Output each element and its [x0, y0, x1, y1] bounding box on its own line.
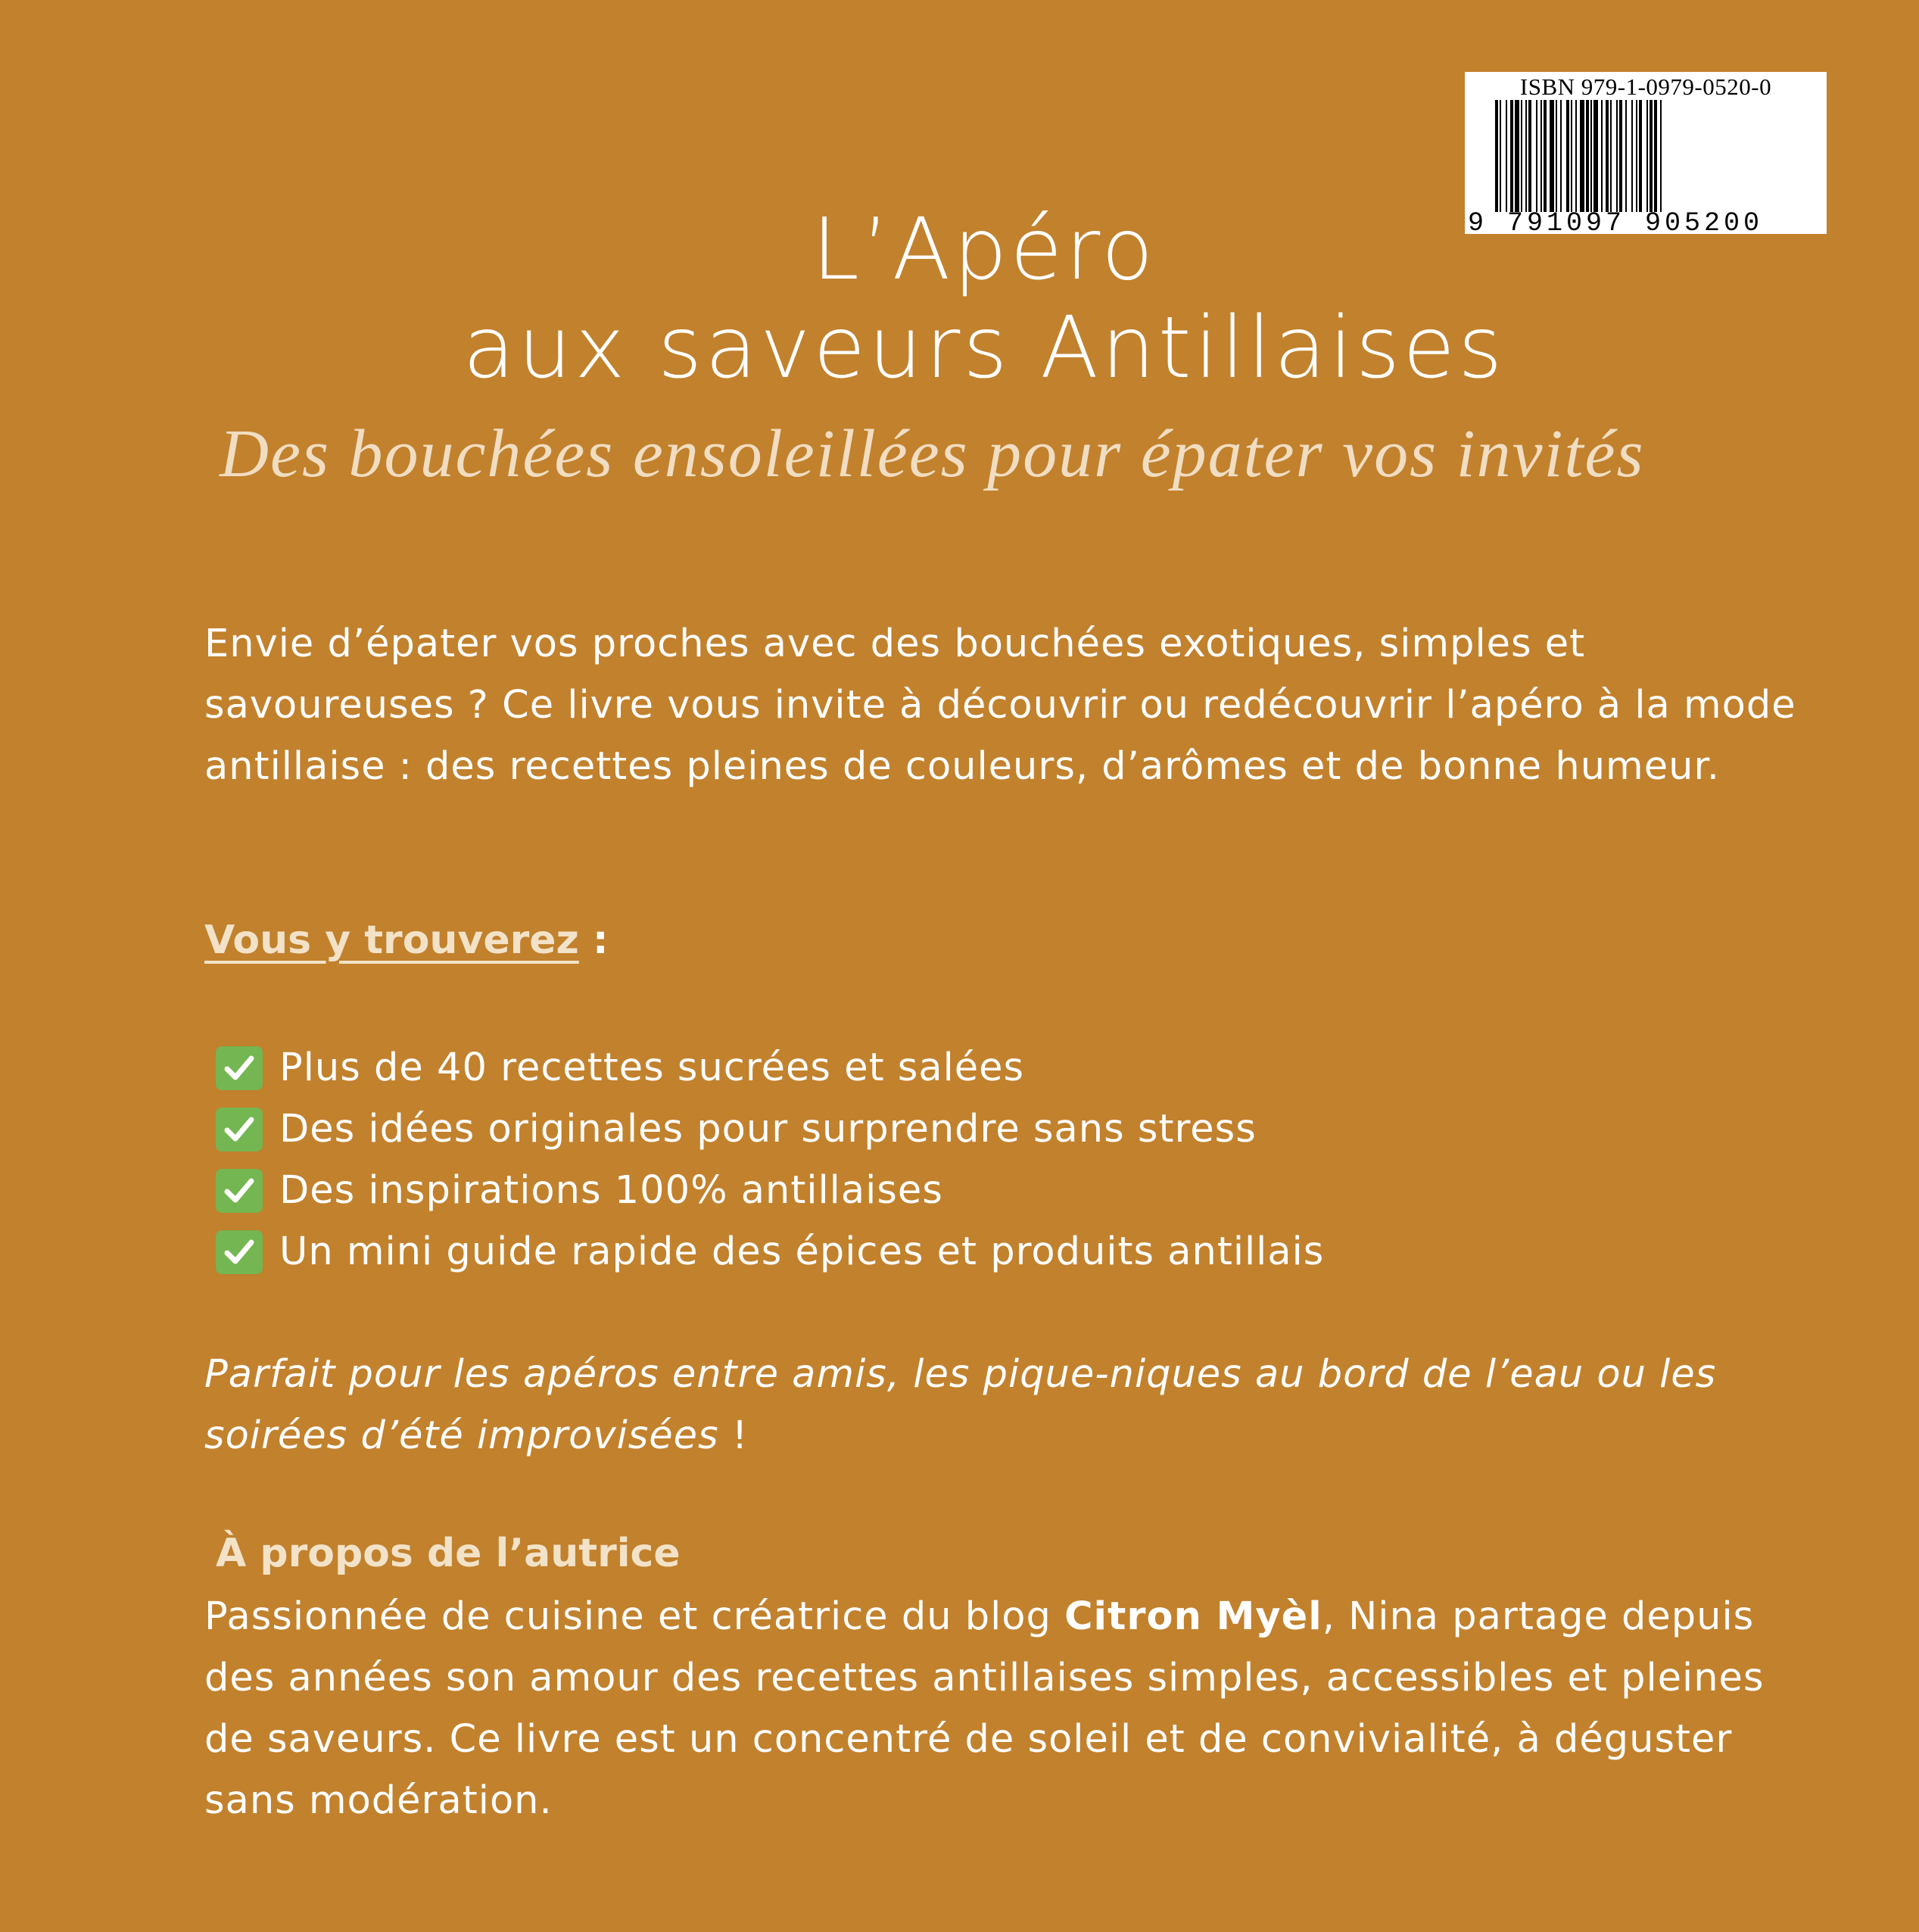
checkmark-icon [216, 1046, 263, 1090]
tagline-paragraph [204, 1344, 1802, 1466]
features-heading-text: Vous y trouverez [204, 918, 579, 963]
checkmark-icon [216, 1169, 263, 1213]
tagline-text: Parfait pour les apéros entre amis, les pique-niques au bord de l’eau ou les soirées d’été improvisées [204, 1352, 1717, 1458]
barcode-bars [1495, 100, 1804, 212]
checkmark-icon [216, 1108, 263, 1151]
list-item [216, 1037, 1324, 1098]
list-item-text: Des idées originales pour surprendre sans stress [279, 1107, 1257, 1151]
about-paragraph [204, 1586, 1802, 1831]
features-heading [204, 918, 609, 963]
book-title-line1: L’Apéro [812, 201, 1157, 299]
barcode-digits: 9 791097 905200 [1468, 208, 1764, 238]
list-item-text: Plus de 40 recettes sucrées et salées [279, 1045, 1025, 1090]
intro-paragraph: Envie d’épater vos proches avec des bouchées exotiques, simples et savoureuses ? Ce livre vous invite à découvrir ou redécouvrir l’apéro à la mode antillaise : des recettes pleines de couleurs, d’arômes et de bonne humeur. [204, 622, 1796, 789]
about-text-start: Passionnée de cuisine et créatrice du blog [204, 1594, 1065, 1639]
isbn-label: ISBN 979-1-0979-0520-0 [1519, 73, 1772, 100]
tagline-suffix: ! [718, 1413, 749, 1458]
about-text-end: , Nina partage depuis des années son amour des recettes antillaises simples, accessibles et pleines de saveurs. Ce livre est un concentré de soleil et de convivialité, à déguster sans modération. [204, 1594, 1765, 1823]
list-item [216, 1221, 1324, 1282]
about-heading: À propos de l’autrice [216, 1531, 681, 1576]
features-heading-colon: : [578, 918, 609, 963]
features-list [216, 1037, 1324, 1282]
list-item [216, 1098, 1324, 1160]
list-item-text: Un mini guide rapide des épices et produits antillais [279, 1229, 1325, 1274]
blog-name: Citron Myèl [1064, 1594, 1322, 1639]
list-item [216, 1160, 1324, 1221]
list-item-text: Des inspirations 100% antillaises [279, 1168, 943, 1213]
book-title-line2: aux saveurs Antillaises [463, 299, 1506, 397]
book-subtitle: Des bouchées ensoleillées pour épater vos invités [220, 416, 1645, 491]
checkmark-icon [216, 1230, 263, 1274]
